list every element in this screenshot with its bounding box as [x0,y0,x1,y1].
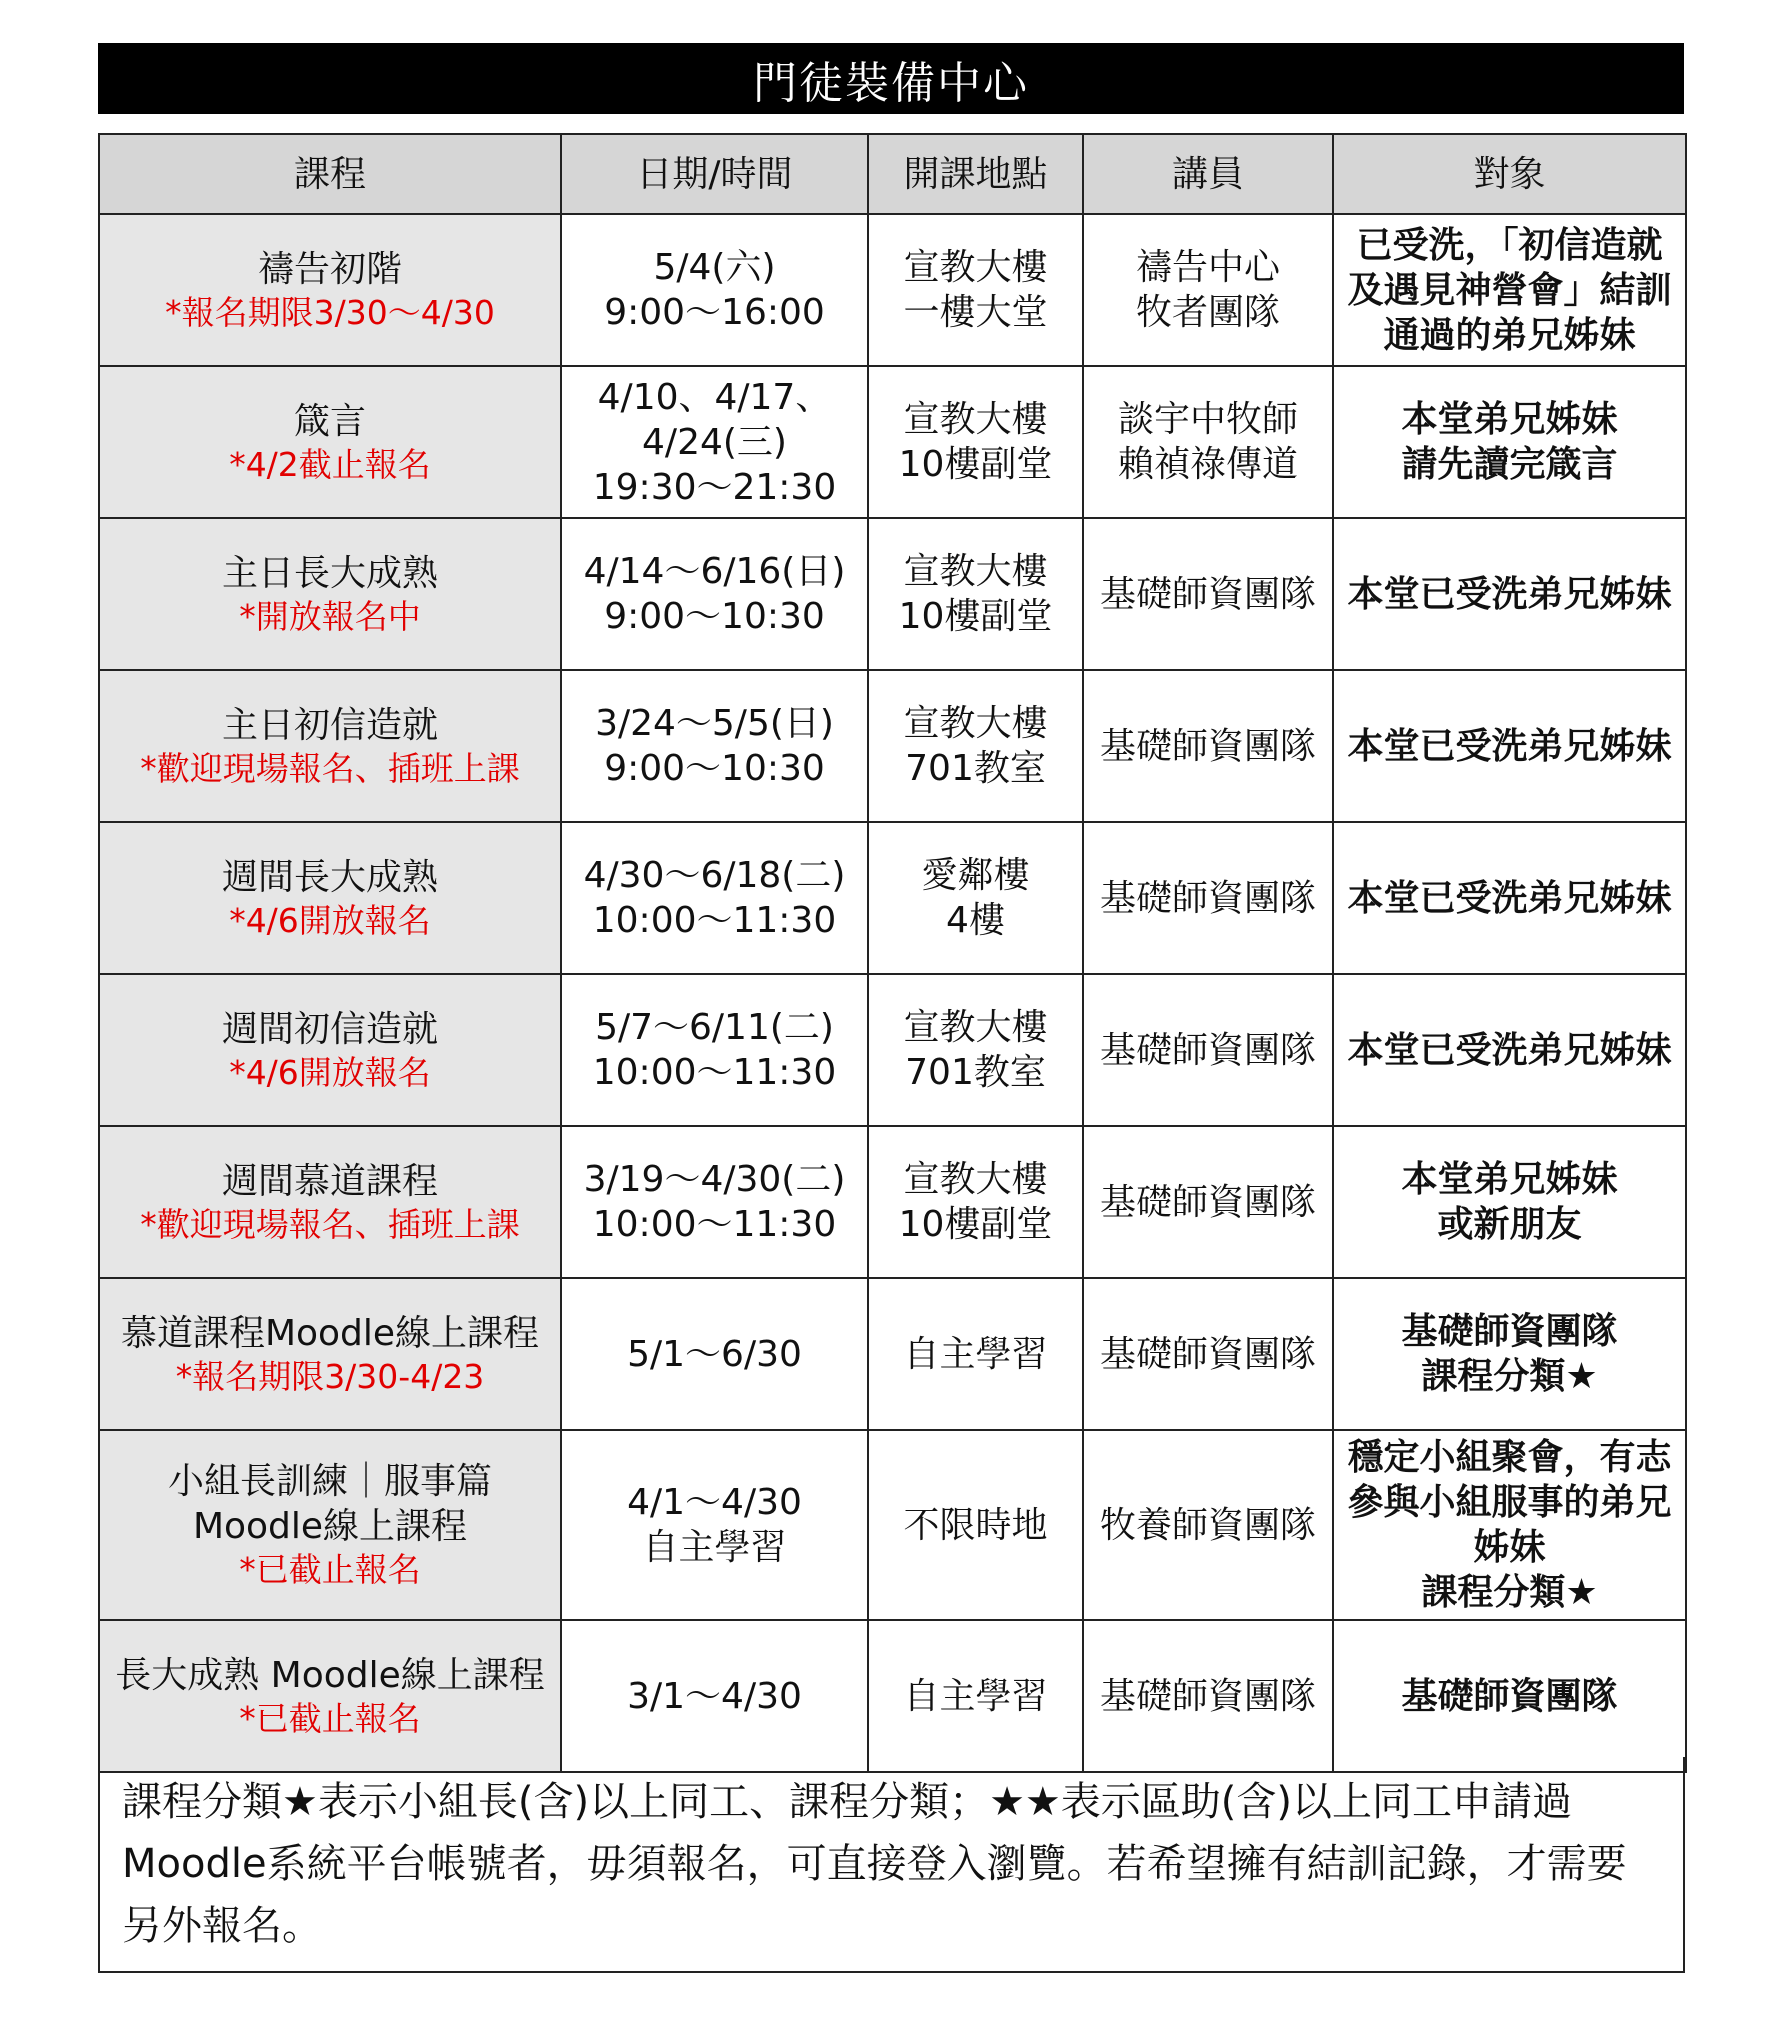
table-row [99,1126,1686,1278]
lecturer-text: 牧者團隊 [1135,292,1280,333]
datetime-text: 5/1～6/30 [627,1333,802,1375]
cell-course [99,974,561,1126]
target-text: 及遇見神營會」結訓 [1347,269,1672,311]
cell-course [99,1278,561,1430]
table-row [99,1620,1686,1772]
table-row [99,974,1686,1126]
datetime-text: 5/4(六) [653,247,776,288]
registration-note: *4/6開放報名 [229,900,431,940]
target-text: 本堂已受洗弟兄姊妹 [1347,877,1672,919]
datetime-text: 3/1～4/30 [627,1675,802,1717]
cell-lecturer [1083,366,1333,518]
datetime-text: 19:30～21:30 [592,466,837,508]
lecturer-text: 牧養師資團隊 [1099,1504,1316,1546]
registration-note: *已截止報名 [239,1698,421,1738]
location-text: 10樓副堂 [898,444,1053,485]
cell-lecturer [1083,1430,1333,1620]
target-text: 基礎師資團隊 [1401,1675,1618,1717]
location-text: 自主學習 [903,1333,1048,1375]
cell-lecturer [1083,974,1333,1126]
datetime-text: 4/10、4/17、 [597,376,832,418]
cell-target [1333,1620,1686,1772]
datetime-text: 10:00～11:30 [592,1052,837,1093]
cell-location [868,518,1083,670]
cell-location [868,366,1083,518]
cell-course [99,518,561,670]
target-text: 請先讀完箴言 [1401,444,1618,485]
cell-course [99,366,561,518]
cell-lecturer [1083,518,1333,670]
registration-note: *已截止報名 [239,1550,421,1590]
location-text: 愛鄰樓 [921,855,1030,896]
lecturer-text: 基礎師資團隊 [1099,1675,1316,1717]
cell-lecturer [1083,670,1333,822]
target-text: 課程分類★ [1421,1572,1598,1613]
cell-target [1333,822,1686,974]
course-table [98,133,1687,1773]
target-text: 姊妹 [1473,1527,1546,1568]
table-header-row [99,134,1686,214]
registration-note: *報名期限3/30-4/23 [175,1356,485,1396]
cell-datetime [561,1620,868,1772]
cell-location [868,1126,1083,1278]
table-row [99,214,1686,366]
course-text: 主日長大成熟 [221,552,438,594]
registration-note: *報名期限3/30～4/30 [165,292,495,332]
course-text: 週間慕道課程 [221,1160,438,1202]
header-datetime: 日期/時間 [561,134,868,214]
cell-datetime [561,1430,868,1620]
footnote-line: 課程分類★表示小組長(含)以上同工、課程分類；★★表示區助(含)以上同工申請過 [122,1779,1572,1825]
cell-course [99,1430,561,1620]
datetime-text: 4/24(三) [642,421,787,463]
table-row [99,366,1686,518]
cell-course [99,214,561,366]
cell-target [1333,1278,1686,1430]
datetime-text: 9:00～10:30 [604,596,825,637]
cell-course [99,670,561,822]
target-text: 本堂已受洗弟兄姊妹 [1347,1029,1672,1071]
location-text: 宣教大樓 [903,247,1048,288]
course-text: 主日初信造就 [221,704,438,746]
cell-location [868,822,1083,974]
cell-datetime [561,366,868,518]
datetime-text: 4/1～4/30 [627,1482,802,1523]
cell-lecturer [1083,1620,1333,1772]
table-row [99,1278,1686,1430]
lecturer-text: 賴禎祿傳道 [1117,444,1298,485]
footnote-line: 另外報名。 [122,1903,322,1949]
table-row [99,1430,1686,1620]
location-text: 不限時地 [903,1504,1048,1546]
target-text: 穩定小組聚會，有志 [1347,1437,1672,1478]
table-row [99,670,1686,822]
lecturer-text: 禱告中心 [1135,247,1280,288]
cell-target [1333,214,1686,366]
datetime-text: 5/7～6/11(二) [595,1007,834,1048]
location-text: 10樓副堂 [898,596,1053,637]
target-text: 或新朋友 [1437,1204,1582,1245]
location-text: 701教室 [905,748,1046,789]
cell-lecturer [1083,1278,1333,1430]
cell-location [868,1430,1083,1620]
location-text: 宣教大樓 [903,1007,1048,1048]
registration-note: *4/2截止報名 [229,444,431,484]
course-text: 長大成熟 Moodle線上課程 [115,1654,545,1696]
cell-lecturer [1083,214,1333,366]
cell-datetime [561,822,868,974]
cell-datetime [561,1126,868,1278]
lecturer-text: 談宇中牧師 [1117,399,1298,440]
cell-target [1333,670,1686,822]
course-text: 禱告初階 [257,248,402,290]
registration-note: *開放報名中 [239,596,421,636]
target-text: 已受洗，「初信造就 [1356,224,1663,266]
cell-datetime [561,670,868,822]
location-text: 宣教大樓 [903,1159,1048,1200]
cell-location [868,670,1083,822]
lecturer-text: 基礎師資團隊 [1099,1181,1316,1223]
cell-location [868,974,1083,1126]
lecturer-text: 基礎師資團隊 [1099,877,1316,919]
cell-course [99,1126,561,1278]
lecturer-text: 基礎師資團隊 [1099,573,1316,615]
lecturer-text: 基礎師資團隊 [1099,1333,1316,1375]
course-text: 週間長大成熟 [221,856,438,898]
course-text: 箴言 [293,400,366,442]
datetime-text: 9:00～10:30 [604,748,825,789]
target-text: 基礎師資團隊 [1401,1311,1618,1352]
location-text: 10樓副堂 [898,1204,1053,1245]
cell-target [1333,974,1686,1126]
header-location: 開課地點 [868,134,1083,214]
target-text: 參與小組服事的弟兄 [1347,1482,1672,1523]
datetime-text: 4/30～6/18(二) [583,855,846,896]
target-text: 本堂弟兄姊妹 [1401,1159,1618,1200]
location-text: 宣教大樓 [903,551,1048,592]
table-row [99,822,1686,974]
registration-note: *4/6開放報名 [229,1052,431,1092]
course-text: Moodle線上課程 [192,1506,468,1548]
cell-datetime [561,1278,868,1430]
cell-location [868,214,1083,366]
target-text: 本堂已受洗弟兄姊妹 [1347,725,1672,767]
cell-location [868,1620,1083,1772]
header-lecturer: 講員 [1083,134,1333,214]
footnote-line: Moodle系統平台帳號者，毋須報名，可直接登入瀏覽。若希望擁有結訓記錄，才需要 [122,1841,1627,1887]
course-text: 週間初信造就 [221,1008,438,1050]
location-text: 宣教大樓 [903,703,1048,744]
table-row [99,518,1686,670]
cell-target [1333,518,1686,670]
lecturer-text: 基礎師資團隊 [1099,725,1316,767]
registration-note: *歡迎現場報名、插班上課 [140,748,520,788]
datetime-text: 自主學習 [642,1527,787,1568]
cell-lecturer [1083,822,1333,974]
course-text: 小組長訓練｜服事篇 [167,1461,492,1503]
datetime-text: 3/24～5/5(日) [595,703,834,744]
cell-course [99,1620,561,1772]
cell-datetime [561,974,868,1126]
target-text: 本堂已受洗弟兄姊妹 [1347,573,1672,615]
cell-target [1333,366,1686,518]
location-text: 一樓大堂 [903,292,1048,333]
location-text: 宣教大樓 [903,399,1048,440]
datetime-text: 10:00～11:30 [592,900,837,941]
cell-datetime [561,518,868,670]
header-course: 課程 [99,134,561,214]
target-text: 本堂弟兄姊妹 [1401,399,1618,440]
location-text: 自主學習 [903,1675,1048,1717]
footnote [98,1757,1685,1973]
lecturer-text: 基礎師資團隊 [1099,1029,1316,1071]
header-target: 對象 [1333,134,1686,214]
location-text: 701教室 [905,1052,1046,1093]
cell-location [868,1278,1083,1430]
cell-lecturer [1083,1126,1333,1278]
location-text: 4樓 [946,900,1005,941]
cell-datetime [561,214,868,366]
datetime-text: 9:00～16:00 [604,292,825,333]
cell-course [99,822,561,974]
page-title: 門徒裝備中心 [98,43,1684,114]
target-text: 課程分類★ [1421,1356,1598,1397]
datetime-text: 10:00～11:30 [592,1204,837,1245]
cell-target [1333,1126,1686,1278]
registration-note: *歡迎現場報名、插班上課 [140,1204,520,1244]
target-text: 通過的弟兄姊妹 [1383,314,1636,356]
datetime-text: 3/19～4/30(二) [583,1159,846,1200]
course-text: 慕道課程Moodle線上課程 [120,1312,540,1354]
datetime-text: 4/14～6/16(日) [583,551,846,592]
cell-target [1333,1430,1686,1620]
